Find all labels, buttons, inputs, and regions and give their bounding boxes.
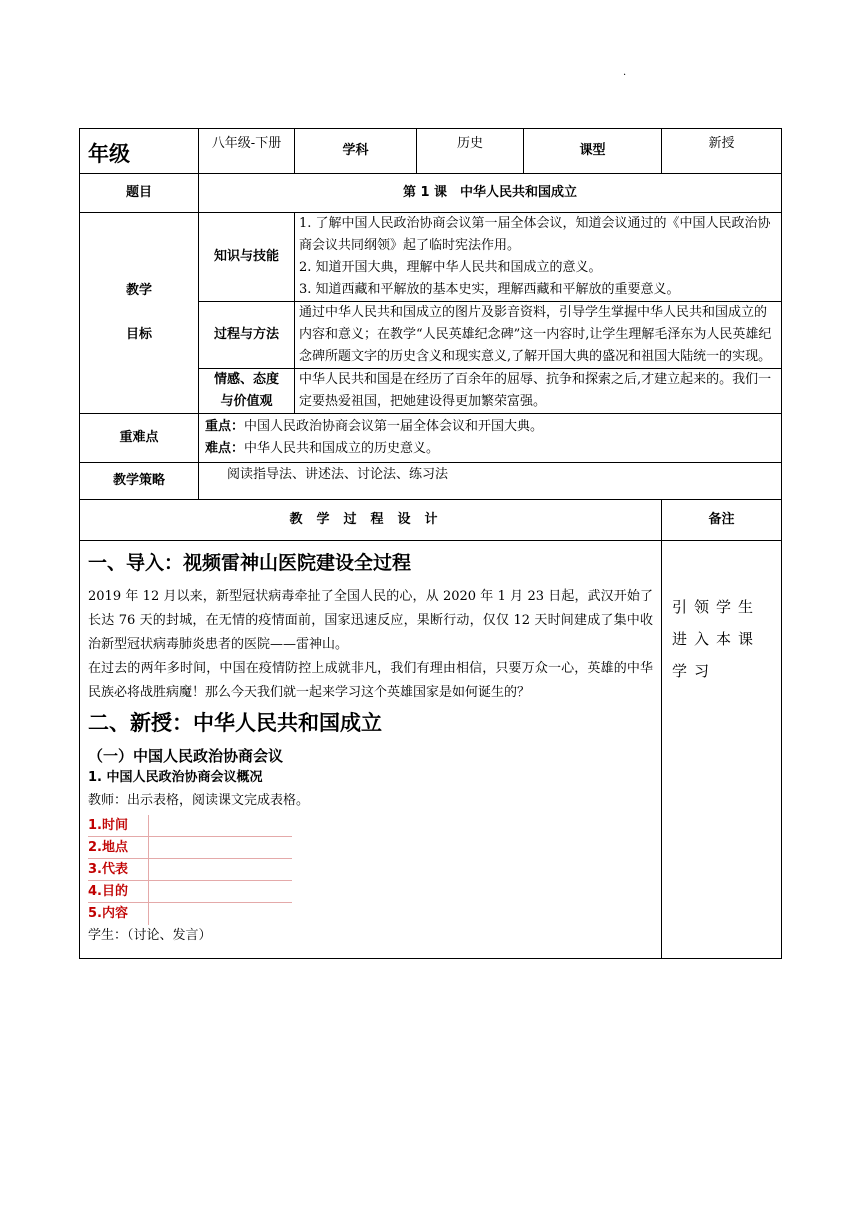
knowledge-goal-1: 1. 了解中国人民政治协商会议第一届全体会议，知道会议通过的《中国人民政治协商会议共同纲领》起了临时宪法作用。: [299, 216, 771, 253]
field-label: 3.代表: [88, 862, 128, 877]
field-content: [88, 903, 292, 924]
knowledge-goal-2: 2. 知道开国大典，理解中华人民共和国成立的意义。: [299, 260, 602, 275]
field-place: [88, 837, 292, 859]
process-content-row: [80, 541, 782, 959]
field-label: 5.内容: [88, 906, 128, 921]
knowledge-label: 知识与技能: [199, 213, 295, 302]
strategy-row: [80, 463, 782, 500]
objectives-label-line1: 教学: [125, 283, 152, 298]
key-points-content: [199, 414, 782, 463]
new-lesson-heading: 二、新授：中华人民共和国成立: [88, 711, 382, 735]
emotion-label-line2: 与价值观: [220, 394, 273, 409]
knowledge-goals: [295, 213, 782, 302]
process-content: [80, 541, 662, 959]
objectives-label: [80, 213, 199, 414]
section-1-heading: （一）中国人民政治协商会议: [88, 747, 284, 765]
field-time: [88, 815, 292, 837]
type-label: 课型: [524, 129, 662, 174]
emotion-goals: 中华人民共和国是在经历了百余年的屈辱、抗争和探索之后,才建立起来的。我们一定要热爱祖国，把她建设得更加繁荣富强。: [295, 369, 782, 414]
subject-label: 学科: [295, 129, 417, 174]
emotion-label: [199, 369, 295, 414]
intro-paragraph-1: 2019 年 12 月以来，新型冠状病毒牵扯了全国人民的心，从 2020 年 1 月 23 日起，武汉开始了长达 76 天的封城，在无情的疫情面前，国家迅速反应，果断行动，仅仅 12 天时间建成了集中收治新型冠状病毒肺炎患者的医院——雷神山。: [88, 589, 653, 652]
field-label: 1.时间: [88, 818, 128, 833]
process-design-title: 教学过程设计: [80, 500, 662, 541]
subject-value: 历史: [417, 129, 524, 174]
difficult-point-text: 中华人民共和国成立的历史意义。: [244, 441, 440, 456]
field-label: 4.目的: [88, 884, 128, 899]
key-points-row: [80, 414, 782, 463]
lesson-title: 第 1 课 中华人民共和国成立: [199, 174, 782, 213]
emotion-label-line1: 情感、态度: [213, 372, 279, 387]
key-point: [205, 416, 775, 438]
corner-mark: .: [623, 67, 627, 78]
strategy-label: 教学策略: [80, 463, 199, 500]
header-row: [80, 129, 782, 174]
fill-in-table: [88, 815, 292, 924]
field-delegates: [88, 859, 292, 881]
key-point-label: 重点：: [205, 419, 245, 434]
section-1-1-heading: 1. 中国人民政治协商会议概况: [88, 770, 263, 785]
key-points-label: 重难点: [80, 414, 199, 463]
process-goals: 通过中华人民共和国成立的图片及影音资料，引导学生掌握中华人民共和国成立的内容和意义；在教学“人民英雄纪念碑”这一内容时,让学生理解毛泽东为人民英雄纪念碑所题文字的历史含义和现实意义,了解开国大典的盛况和祖国大陆统一的实现。: [295, 302, 782, 369]
note-text: 引领学生进入本课学习: [672, 598, 761, 680]
student-activity: 学生：（讨论、发言）: [88, 928, 212, 943]
objective-knowledge-row: [80, 213, 782, 302]
grade-label: 年级: [80, 129, 199, 174]
knowledge-goal-3: 3. 知道西藏和平解放的基本史实，理解西藏和平解放的重要意义。: [299, 282, 680, 297]
type-value: 新授: [662, 129, 782, 174]
note-title: 备注: [662, 500, 782, 541]
key-point-text: 中国人民政治协商会议第一届全体会议和开国大典。: [244, 419, 544, 434]
topic-row: [80, 174, 782, 213]
difficult-point: [205, 438, 775, 460]
intro-heading: 一、导入：视频雷神山医院建设全过程: [88, 552, 412, 574]
teacher-instruction: 教师：出示表格，阅读课文完成表格。: [88, 793, 310, 808]
note-cell: [662, 541, 782, 959]
difficult-point-label: 难点：: [205, 441, 245, 456]
topic-label: 题目: [80, 174, 199, 213]
strategy-text: 阅读指导法、讲述法、讨论法、练习法: [199, 463, 782, 500]
process-header-row: [80, 500, 782, 541]
lesson-plan-table: [79, 128, 782, 959]
field-purpose: [88, 881, 292, 903]
field-label: 2.地点: [88, 840, 128, 855]
grade-value: 八年级-下册: [199, 129, 295, 174]
objectives-label-line2: 目标: [125, 327, 152, 342]
intro-paragraph-2: 在过去的两年多时间，中国在疫情防控上成就非凡，我们有理由相信，只要万众一心，英雄的中华民族必将战胜病魔！那么今天我们就一起来学习这个英雄国家是如何诞生的？: [88, 661, 653, 700]
process-label: 过程与方法: [199, 302, 295, 369]
